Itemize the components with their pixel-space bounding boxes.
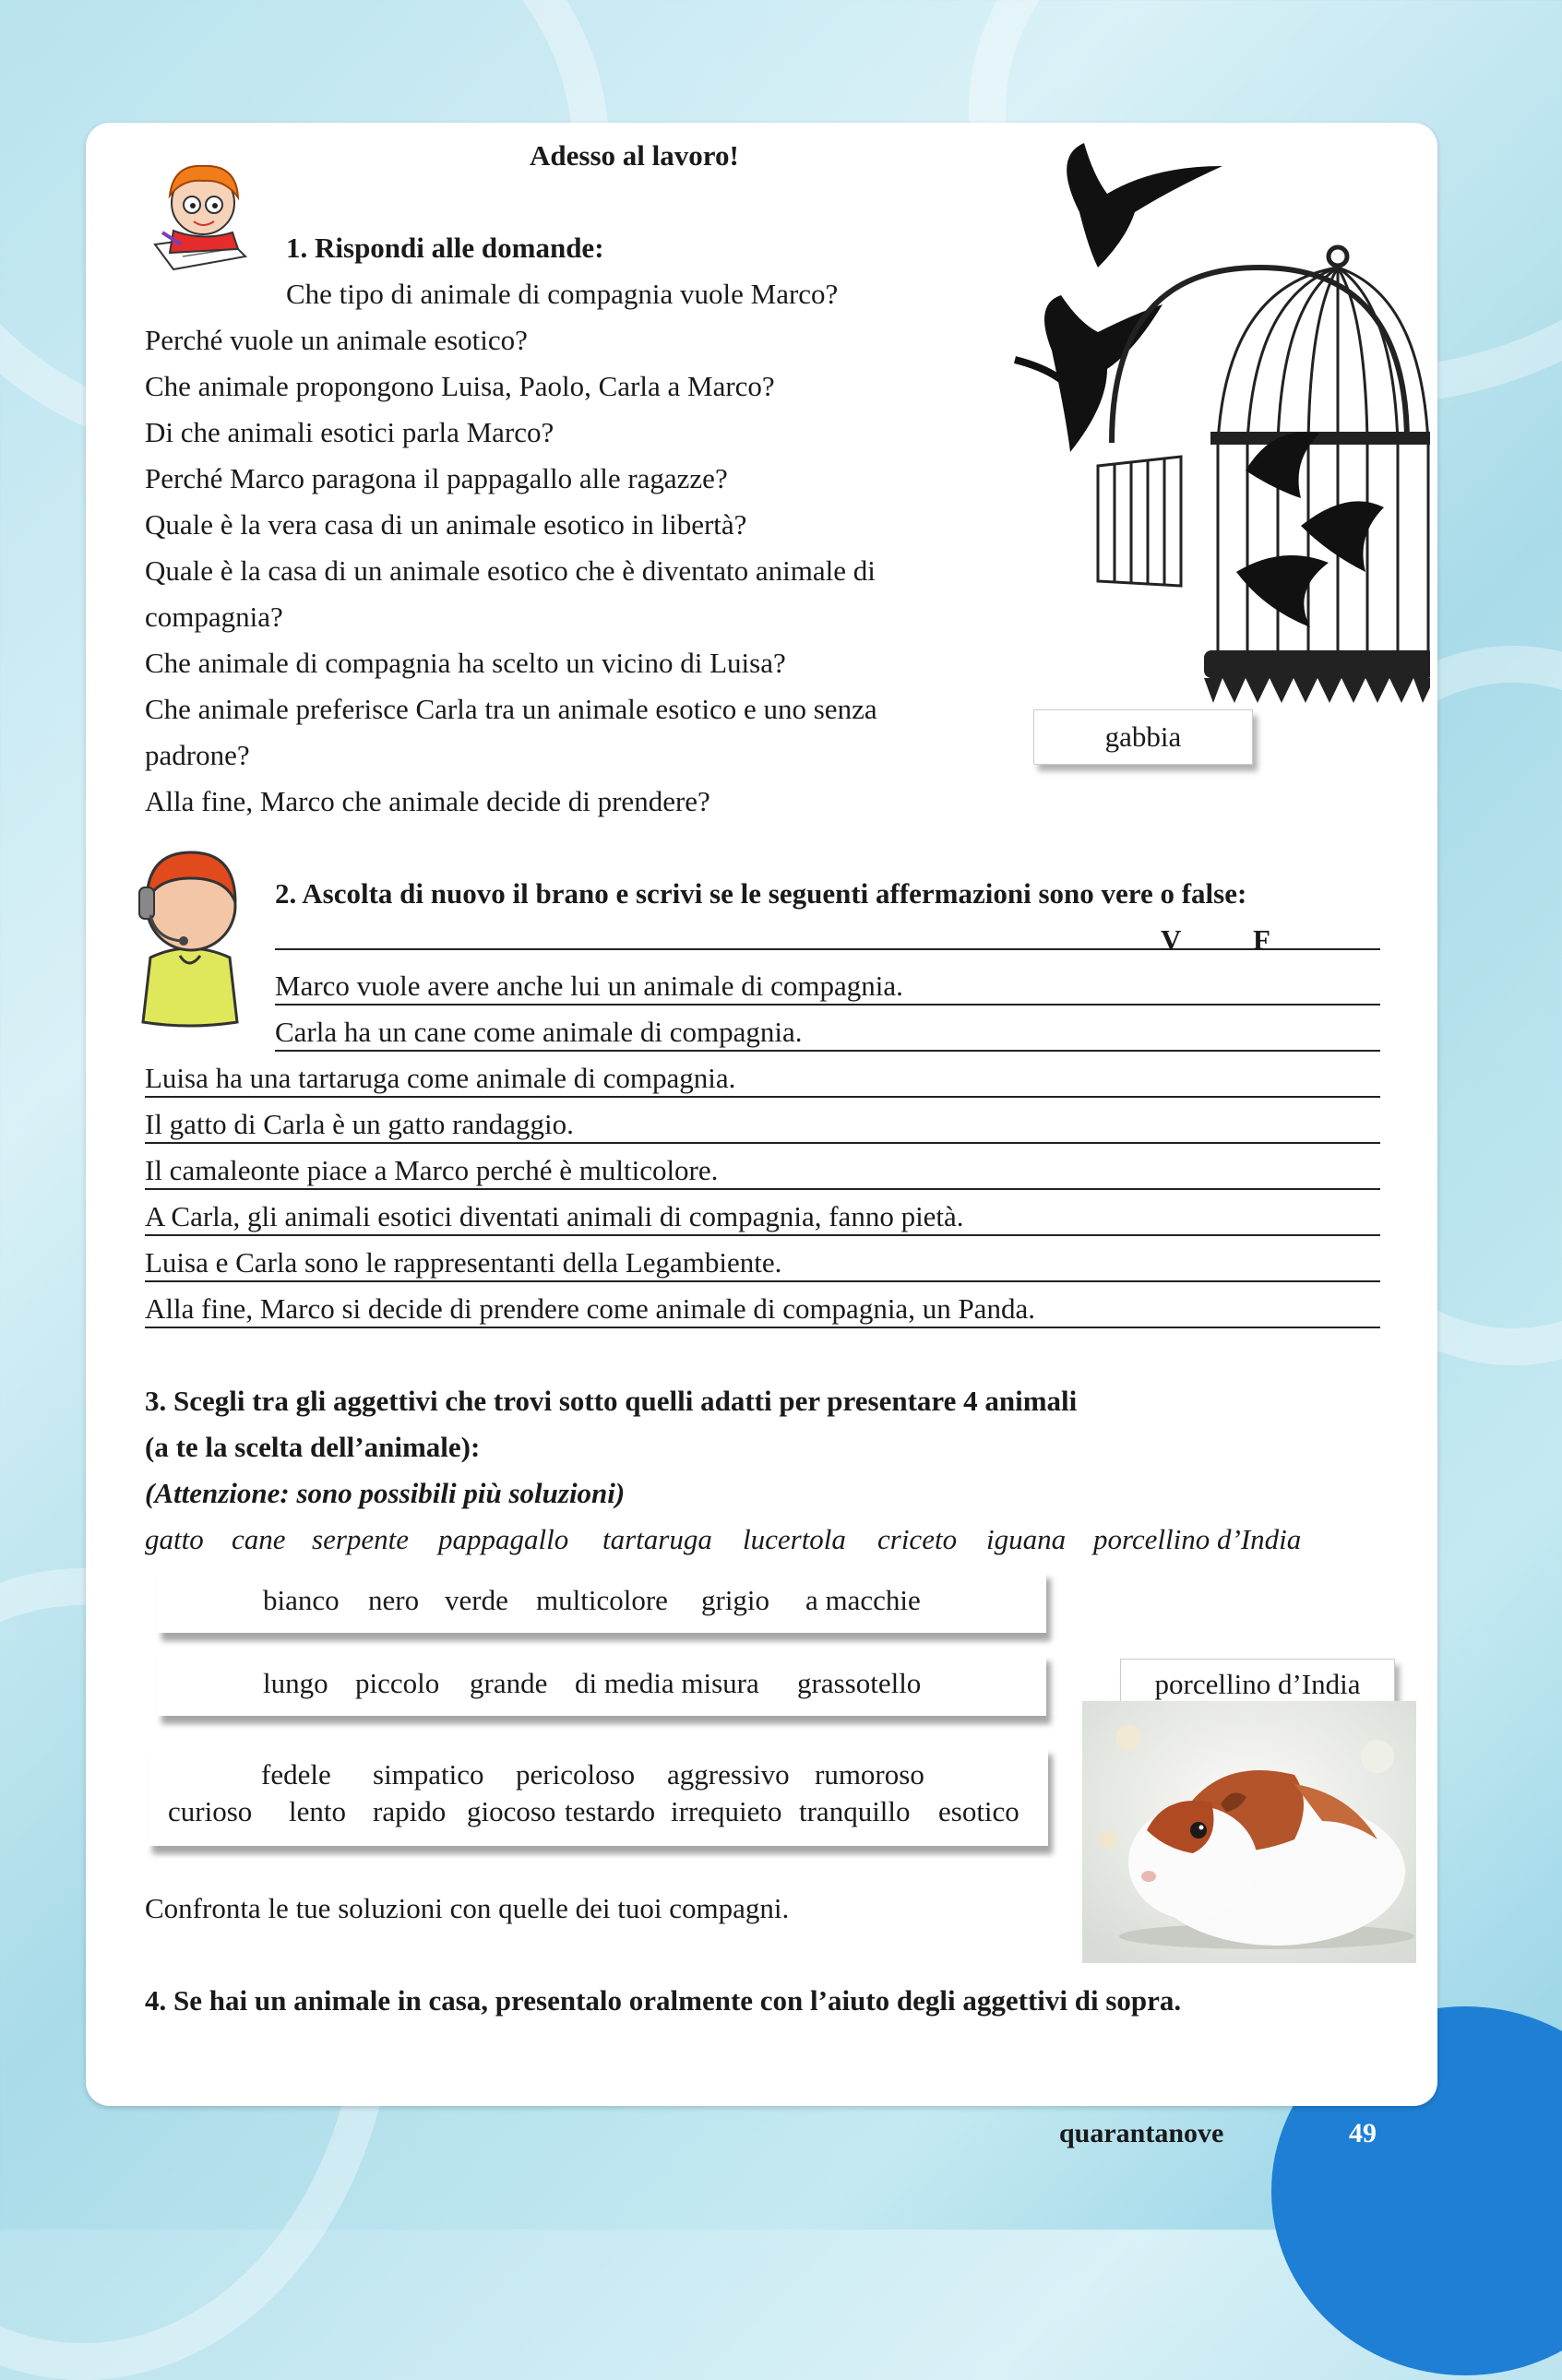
question: Che tipo di animale di compagnia vuole Marco? bbox=[286, 278, 839, 310]
answer-rule bbox=[145, 1327, 1380, 1328]
section2-heading: 2. Ascolta di nuovo il brano e scrivi se le seguenti affermazioni sono vere o false: bbox=[275, 877, 1247, 910]
answer-rule bbox=[145, 1234, 1380, 1236]
answer-rule bbox=[145, 1280, 1380, 1282]
adjective: rapido bbox=[373, 1795, 447, 1827]
adjective: a macchie bbox=[805, 1584, 921, 1616]
adjective: grigio bbox=[701, 1584, 770, 1616]
adjective: tranquillo bbox=[799, 1795, 911, 1827]
false-column-header: F bbox=[1253, 923, 1270, 956]
adjective: piccolo bbox=[355, 1667, 440, 1699]
true-column-header: V bbox=[1161, 923, 1182, 956]
section4-heading: 4. Se hai un animale in casa, presentalo oralmente con l’aiuto degli aggettivi di sopra. bbox=[145, 1984, 1182, 2017]
animal-word: cane bbox=[232, 1523, 286, 1555]
statement: Alla fine, Marco si decide di prendere come animale di compagnia, un Panda. bbox=[145, 1292, 1035, 1325]
section3-heading-line1: 3. Scegli tra gli aggettivi che trovi sotto quelli adatti per presentare 4 animali bbox=[145, 1385, 1078, 1417]
adjective: aggressivo bbox=[667, 1758, 790, 1791]
adjective: verde bbox=[445, 1584, 508, 1616]
adjective: esotico bbox=[938, 1795, 1019, 1827]
animal-word: gatto bbox=[145, 1523, 204, 1555]
question: Perché vuole un animale esotico? bbox=[145, 324, 528, 356]
adjective: rumoroso bbox=[815, 1758, 924, 1791]
adjective: giocoso bbox=[467, 1795, 556, 1827]
section1-heading: 1. Rispondi alle domande: bbox=[286, 232, 604, 264]
statement: Il camaleonte piace a Marco perché è multicolore. bbox=[145, 1154, 719, 1186]
statement: A Carla, gli animali esotici diventati animali di compagnia, fanno pietà. bbox=[145, 1200, 964, 1232]
question: compagnia? bbox=[145, 601, 283, 633]
question: Che animale di compagnia ha scelto un vicino di Luisa? bbox=[145, 647, 786, 679]
page-number-word: quarantanove bbox=[1059, 2118, 1224, 2148]
adjective: testardo bbox=[565, 1795, 656, 1827]
answer-rule bbox=[145, 1096, 1380, 1098]
animal-word: serpente bbox=[312, 1523, 410, 1555]
animal-word: tartaruga bbox=[602, 1523, 712, 1555]
adjective: nero bbox=[368, 1584, 420, 1616]
compare-instruction: Confronta le tue soluzioni con quelle dei tuoi compagni. bbox=[145, 1892, 790, 1924]
adjective: lento bbox=[289, 1795, 346, 1827]
section3-note: (Attenzione: sono possibili più soluzioni) bbox=[145, 1477, 626, 1509]
boy-writing-illustration bbox=[137, 157, 252, 275]
page-number: 49 bbox=[1349, 2118, 1377, 2148]
adjective: lungo bbox=[263, 1667, 328, 1699]
adjective: irrequieto bbox=[671, 1795, 782, 1827]
statement: Il gatto di Carla è un gatto randaggio. bbox=[145, 1108, 574, 1140]
animal-word: iguana bbox=[986, 1523, 1067, 1555]
animal-word: pappagallo bbox=[438, 1523, 569, 1555]
guinea-pig-label-text: porcellino d’India bbox=[1154, 1668, 1361, 1700]
adjective: bianco bbox=[263, 1584, 340, 1616]
answer-rule bbox=[275, 1050, 1380, 1052]
cage-label-text: gabbia bbox=[1104, 720, 1182, 753]
question: Perché Marco paragona il pappagallo alle ragazze? bbox=[145, 462, 728, 494]
adjective: di media misura bbox=[575, 1667, 759, 1699]
animal-word: porcellino d’India bbox=[1093, 1523, 1302, 1555]
adjective: grande bbox=[470, 1667, 548, 1699]
question: Alla fine, Marco che animale decide di prendere? bbox=[145, 785, 710, 817]
animal-word: lucertola bbox=[743, 1523, 846, 1555]
question: Che animale propongono Luisa, Paolo, Carla a Marco? bbox=[145, 370, 775, 402]
adjective: grassotello bbox=[797, 1667, 922, 1699]
flying-bird-icon bbox=[1067, 143, 1222, 268]
adjective: fedele bbox=[261, 1758, 331, 1791]
answer-rule bbox=[145, 1188, 1380, 1190]
question: Che animale preferisce Carla tra un animale esotico e uno senza bbox=[145, 693, 877, 725]
adjective: multicolore bbox=[536, 1584, 668, 1616]
animal-word: criceto bbox=[877, 1523, 958, 1555]
adjective: curioso bbox=[168, 1795, 253, 1827]
answer-rule bbox=[145, 1142, 1380, 1144]
cage-label bbox=[1033, 709, 1253, 765]
birdcage-illustration bbox=[996, 138, 1430, 710]
guinea-pig-photo bbox=[1082, 1701, 1416, 1963]
page-title: Adesso al lavoro! bbox=[530, 139, 739, 172]
statement: Carla ha un cane come animale di compagnia. bbox=[275, 1016, 803, 1048]
adjective: pericoloso bbox=[516, 1758, 636, 1791]
statement: Luisa e Carla sono le rappresentanti della Legambiente. bbox=[145, 1246, 782, 1279]
headset-boy-illustration bbox=[134, 847, 246, 1029]
statement: Marco vuole avere anche lui un animale di compagnia. bbox=[275, 970, 903, 1002]
question: padrone? bbox=[145, 739, 250, 771]
question: Quale è la casa di un animale esotico che è diventato animale di bbox=[145, 554, 876, 587]
section3-heading-line2: (a te la scelta dell’animale): bbox=[145, 1431, 481, 1463]
adjective: simpatico bbox=[373, 1758, 484, 1791]
statement: Luisa ha una tartaruga come animale di compagnia. bbox=[145, 1062, 736, 1094]
answer-rule bbox=[275, 1004, 1380, 1006]
answer-rule bbox=[275, 948, 1380, 950]
question: Di che animali esotici parla Marco? bbox=[145, 416, 554, 448]
question: Quale è la vera casa di un animale esotico in libertà? bbox=[145, 508, 747, 541]
